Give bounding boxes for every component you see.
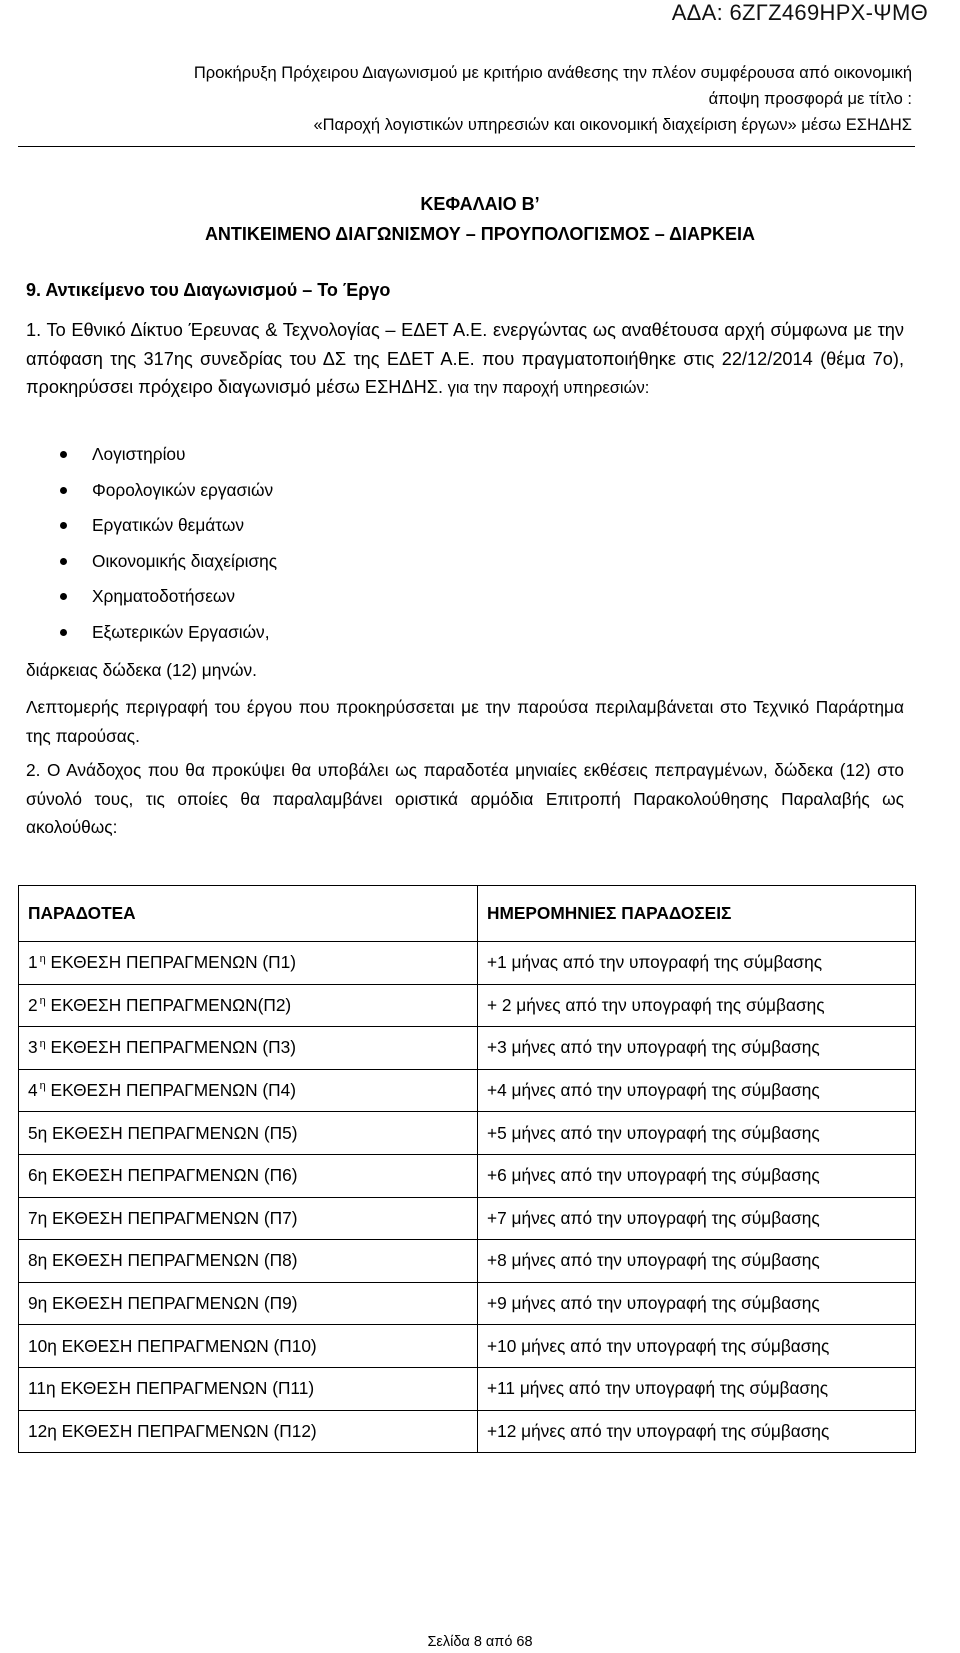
- table-row: [19, 1240, 916, 1283]
- document-header: [0, 60, 912, 138]
- delivery-date-cell: +8 μήνες από την υπογραφή της σύμβασης: [478, 1240, 916, 1283]
- intro-main: 1. Το Εθνικό Δίκτυο Έρευνας & Τεχνολογίας – ΕΔΕΤ Α.Ε. ενεργώντας ως αναθέτουσα αρχή σύμφωνα με την απόφαση της 317ης συνεδρίας του ΔΣ της ΕΔΕΤ Α.Ε. που πραγματοποιήθηκε στις 22/12/2014 (θέμα 7ο), προκηρύσσει πρόχειρο διαγωνισμό μέσω ΕΣΗΔΗΣ.: [26, 320, 904, 397]
- list-item: [60, 511, 277, 547]
- table-row: [19, 984, 916, 1027]
- table-row: [19, 1154, 916, 1197]
- table-row: [19, 1410, 916, 1453]
- table-row: [19, 1367, 916, 1410]
- bullet-icon: [60, 487, 67, 494]
- deliverable-cell: [19, 1027, 478, 1070]
- deliverable-cell: [19, 1367, 478, 1410]
- deliverable-number: 3: [28, 1037, 38, 1058]
- list-item-label: Λογιστηρίου: [92, 444, 186, 464]
- table-row: [19, 1112, 916, 1155]
- deliverable-title: ΕΚΘΕΣΗ ΠΕΠΡΑΓΜΕΝΩΝ(Π2): [45, 994, 292, 1015]
- bullet-icon: [60, 558, 67, 565]
- bullet-icon: [60, 629, 67, 636]
- deliverable-title: ΕΚΘΕΣΗ ΠΕΠΡΑΓΜΕΝΩΝ (Π5): [47, 1122, 298, 1143]
- deliverable-title: ΕΚΘΕΣΗ ΠΕΠΡΑΓΜΕΝΩΝ (Π6): [47, 1165, 298, 1186]
- deliverable-number: 1: [28, 952, 38, 973]
- delivery-date-cell: +11 μήνες από την υπογραφή της σύμβασης: [478, 1367, 916, 1410]
- deliverable-number: 10η: [28, 1335, 57, 1356]
- column-header-deliverables: ΠΑΡΑΔΟΤΕΑ: [19, 886, 478, 942]
- chapter-title: ΚΕΦΑΛΑΙΟ Β’: [420, 194, 540, 214]
- deliverable-number: 4: [28, 1080, 38, 1101]
- list-item: [60, 440, 277, 476]
- header-line: άποψη προσφορά με τίτλο :: [708, 90, 912, 108]
- deliverable-title: ΕΚΘΕΣΗ ΠΕΠΡΑΓΜΕΝΩΝ (Π8): [47, 1250, 298, 1271]
- description-paragraph: Λεπτομερής περιγραφή του έργου που προκηρύσσεται με την παρούσα περιλαμβάνεται στο Τεχνικό Παράρτημα της παρούσας.: [26, 697, 904, 746]
- delivery-date-cell: +7 μήνες από την υπογραφή της σύμβασης: [478, 1197, 916, 1240]
- intro-tail: για την παροχή υπηρεσιών:: [443, 379, 650, 397]
- deliverable-cell: [19, 1240, 478, 1283]
- bullet-icon: [60, 593, 67, 600]
- ordinal-superscript: η: [39, 1080, 46, 1093]
- ordinal-superscript: η: [39, 1037, 46, 1050]
- header-divider: [18, 146, 915, 147]
- deliverable-title: ΕΚΘΕΣΗ ΠΕΠΡΑΓΜΕΝΩΝ (Π7): [47, 1207, 298, 1228]
- delivery-date-cell: + 2 μήνες από την υπογραφή της σύμβασης: [478, 984, 916, 1027]
- deliverable-cell: [19, 984, 478, 1027]
- table-row: [19, 1069, 916, 1112]
- deliverable-title: ΕΚΘΕΣΗ ΠΕΠΡΑΓΜΕΝΩΝ (Π12): [56, 1420, 317, 1441]
- list-item: [60, 547, 277, 583]
- table-row: [19, 1282, 916, 1325]
- table-row: [19, 1325, 916, 1368]
- deliverable-cell: [19, 1197, 478, 1240]
- page-number: Σελίδα 8 από 68: [427, 1634, 533, 1650]
- deliverable-title: ΕΚΘΕΣΗ ΠΕΠΡΑΓΜΕΝΩΝ (Π9): [47, 1293, 298, 1314]
- bullet-icon: [60, 451, 67, 458]
- deliverable-number: 12η: [28, 1420, 57, 1441]
- list-item-label: Εξωτερικών Εργασιών,: [92, 621, 270, 642]
- deliverable-title: ΕΚΘΕΣΗ ΠΕΠΡΑΓΜΕΝΩΝ (Π3): [45, 1037, 296, 1058]
- delivery-date-cell: +10 μήνες από την υπογραφή της σύμβασης: [478, 1325, 916, 1368]
- list-item-label: Χρηματοδοτήσεων: [92, 586, 236, 606]
- deliverable-cell: [19, 1410, 478, 1453]
- deliverable-title: ΕΚΘΕΣΗ ΠΕΠΡΑΓΜΕΝΩΝ (Π1): [45, 952, 296, 973]
- duration-text: διάρκειας δώδεκα (12) μηνών.: [26, 660, 257, 680]
- ordinal-superscript: η: [39, 952, 46, 965]
- list-item: [60, 582, 277, 618]
- deliverable-title: ΕΚΘΕΣΗ ΠΕΠΡΑΓΜΕΝΩΝ (Π4): [45, 1080, 296, 1101]
- list-item-label: Φορολογικών εργασιών: [92, 479, 274, 500]
- delivery-date-cell: +4 μήνες από την υπογραφή της σύμβασης: [478, 1069, 916, 1112]
- deliverable-title: ΕΚΘΕΣΗ ΠΕΠΡΑΓΜΕΝΩΝ (Π11): [55, 1378, 315, 1399]
- table-header-row: [19, 886, 916, 942]
- deliverable-number: 11η: [28, 1378, 56, 1399]
- chapter-subtitle: ΑΝΤΙΚΕΙΜΕΝΟ ΔΙΑΓΩΝΙΣΜΟΥ – ΠΡΟΥΠΟΛΟΓΙΣΜΟΣ – ΔΙΑΡΚΕΙΑ: [204, 224, 756, 244]
- deliverable-cell: [19, 1282, 478, 1325]
- deliverable-cell: [19, 1112, 478, 1155]
- delivery-date-cell: +9 μήνες από την υπογραφή της σύμβασης: [478, 1282, 916, 1325]
- table-row: [19, 1197, 916, 1240]
- delivery-date-cell: +3 μήνες από την υπογραφή της σύμβασης: [478, 1027, 916, 1070]
- list-item-label: Εργατικών θεμάτων: [92, 515, 244, 535]
- ada-code: ΑΔΑ: 6ΖΓΖ469ΗΡΧ-ΨΜΘ: [671, 0, 928, 25]
- section-heading: 9. Αντικείμενο του Διαγωνισμού – Το Έργο: [26, 280, 391, 300]
- list-item: [60, 476, 277, 512]
- deliverables-table: [18, 885, 916, 1453]
- deliverables-paragraph: 2. Ο Ανάδοχος που θα προκύψει θα υποβάλει ως παραδοτέα μηνιαίες εκθέσεις πεπραγμένων, δώδεκα (12) στο σύνολό τους, τις οποίες θα παραλαμβάνει οριστικά αρμόδια Επιτροπή Παρακολούθησης Παραλαβής ως ακολούθως:: [26, 760, 904, 837]
- deliverable-cell: [19, 1069, 478, 1112]
- deliverable-cell: [19, 1325, 478, 1368]
- delivery-date-cell: +5 μήνες από την υπογραφή της σύμβασης: [478, 1112, 916, 1155]
- bullet-icon: [60, 522, 67, 529]
- deliverable-number: 5η: [28, 1122, 48, 1143]
- intro-paragraph: [26, 316, 904, 403]
- delivery-date-cell: +12 μήνες από την υπογραφή της σύμβασης: [478, 1410, 916, 1453]
- deliverable-cell: [19, 1154, 478, 1197]
- table-row: [19, 942, 916, 985]
- delivery-date-cell: +6 μήνες από την υπογραφή της σύμβασης: [478, 1154, 916, 1197]
- deliverable-number: 9η: [28, 1293, 48, 1314]
- deliverable-number: 2: [28, 994, 38, 1015]
- deliverable-cell: [19, 942, 478, 985]
- header-line: «Παροχή λογιστικών υπηρεσιών και οικονομική διαχείριση έργων» μέσω ΕΣΗΔΗΣ: [313, 116, 912, 134]
- ordinal-superscript: η: [39, 995, 46, 1008]
- services-list: [60, 440, 277, 653]
- list-item: [60, 618, 277, 654]
- table-row: [19, 1027, 916, 1070]
- deliverable-title: ΕΚΘΕΣΗ ΠΕΠΡΑΓΜΕΝΩΝ (Π10): [56, 1335, 317, 1356]
- column-header-dates: ΗΜΕΡΟΜΗΝΙΕΣ ΠΑΡΑΔΟΣΕΙΣ: [478, 886, 916, 942]
- deliverable-number: 6η: [28, 1165, 48, 1186]
- deliverable-number: 7η: [28, 1207, 48, 1228]
- header-line: Προκήρυξη Πρόχειρου Διαγωνισμού με κριτήριο ανάθεσης την πλέον συμφέρουσα από οικονομική: [193, 64, 912, 82]
- list-item-label: Οικονομικής διαχείρισης: [92, 550, 278, 571]
- delivery-date-cell: +1 μήνας από την υπογραφή της σύμβασης: [478, 942, 916, 985]
- deliverable-number: 8η: [28, 1250, 48, 1271]
